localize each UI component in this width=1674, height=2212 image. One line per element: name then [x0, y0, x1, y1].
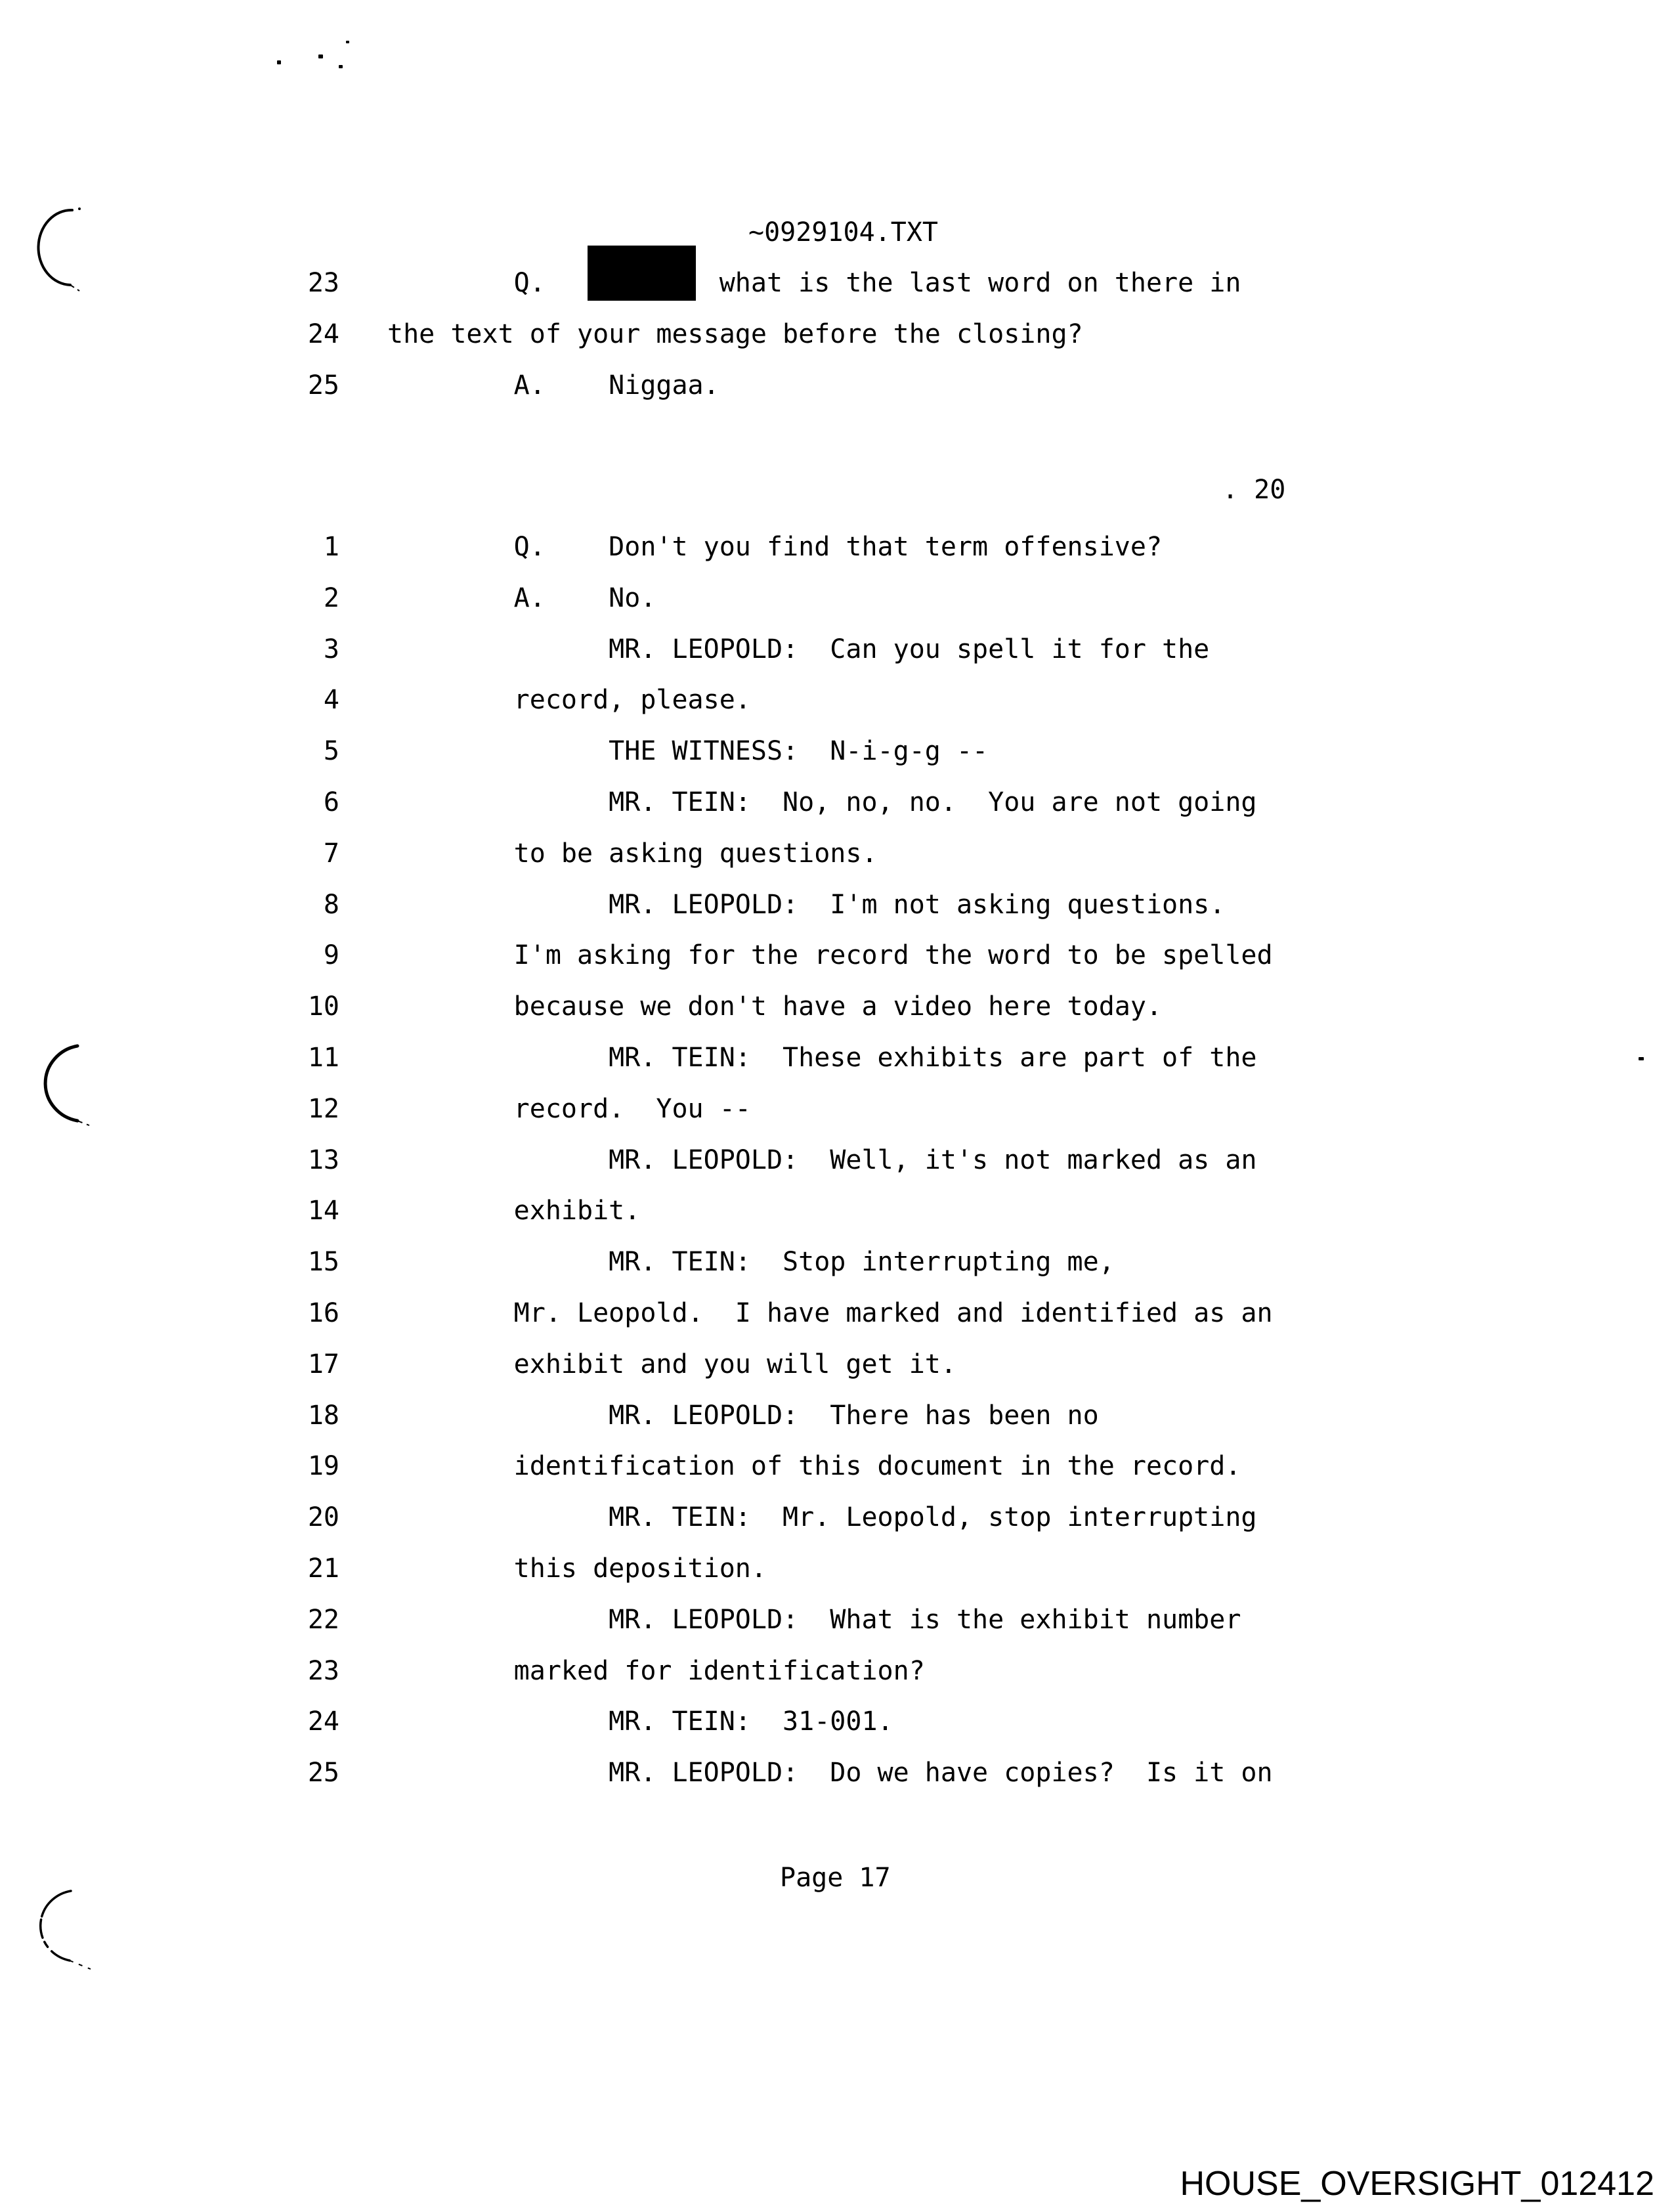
line-number: 7	[323, 838, 339, 869]
line-text: MR. TEIN: These exhibits are part of the	[387, 1043, 1257, 1073]
scan-speck	[346, 41, 349, 43]
transcript-line	[0, 1249, 1674, 1278]
line-number: 1	[323, 532, 339, 562]
line-number: 9	[323, 940, 339, 970]
line-text: MR. TEIN: 31-001.	[387, 1706, 893, 1737]
line-number: 20	[307, 1502, 339, 1532]
line-text: record, please.	[387, 685, 751, 715]
transcript-line	[0, 1045, 1674, 1073]
transcript-line	[0, 1708, 1674, 1737]
line-number: 23	[307, 268, 339, 298]
line-number: 12	[307, 1094, 339, 1124]
line-text: MR. LEOPOLD: There has been no	[387, 1400, 1099, 1431]
transcript-line	[0, 1453, 1674, 1482]
document-filename: ~0929104.TXT	[748, 217, 938, 248]
transcript-line	[0, 993, 1674, 1022]
line-number: 8	[323, 890, 339, 920]
transcript-line	[0, 1402, 1674, 1431]
line-text: MR. TEIN: No, no, no. You are not going	[387, 787, 1257, 817]
line-number: 3	[323, 634, 339, 664]
line-text: marked for identification?	[387, 1656, 925, 1686]
line-number: 15	[307, 1247, 339, 1277]
transcript-line	[0, 1198, 1674, 1226]
line-number: 14	[307, 1196, 339, 1226]
scan-artifact-arc-bottom	[29, 1886, 95, 1974]
transcript-line	[0, 321, 1674, 350]
transcript-line	[0, 1555, 1674, 1584]
transcript-line	[0, 789, 1674, 818]
line-number: 17	[307, 1349, 339, 1379]
line-text: record. You --	[387, 1094, 751, 1124]
line-text: to be asking questions.	[387, 838, 878, 869]
line-number: 24	[307, 319, 339, 349]
scan-speck	[318, 54, 323, 58]
transcript-line	[0, 738, 1674, 767]
line-text: the text of your message before the closing?	[387, 319, 1083, 349]
line-number: 21	[307, 1553, 339, 1584]
line-text: Mr. Leopold. I have marked and identified as an	[387, 1298, 1273, 1328]
bates-number: HOUSE_OVERSIGHT_012412	[1180, 2165, 1654, 2203]
line-text: MR. LEOPOLD: Well, it's not marked as an	[387, 1145, 1257, 1175]
transcript-line	[0, 892, 1674, 921]
transcript-line	[0, 636, 1674, 665]
transcript-line	[0, 270, 1674, 299]
line-number: 10	[307, 991, 339, 1022]
line-text: A. Niggaa.	[387, 370, 719, 401]
scan-speck	[277, 60, 281, 64]
line-number: 24	[307, 1706, 339, 1737]
transcript-line	[0, 372, 1674, 401]
line-text: MR. TEIN: Mr. Leopold, stop interrupting	[387, 1502, 1257, 1532]
line-number: 11	[307, 1043, 339, 1073]
line-number: 18	[307, 1400, 339, 1431]
line-text: identification of this document in the record.	[387, 1451, 1241, 1481]
line-text: this deposition.	[387, 1553, 767, 1584]
line-number: 13	[307, 1145, 339, 1175]
scan-speck	[339, 65, 343, 68]
line-text: MR. LEOPOLD: I'm not asking questions.	[387, 890, 1226, 920]
line-text: Q. what is the last word on there in	[387, 268, 1241, 298]
line-number: 22	[307, 1605, 339, 1635]
line-number: 6	[323, 787, 339, 817]
line-number: 23	[307, 1656, 339, 1686]
page-footer-label: Page 17	[780, 1863, 891, 1893]
line-number: 5	[323, 736, 339, 766]
transcript-line	[0, 585, 1674, 614]
transcript-line	[0, 534, 1674, 563]
transcript-line	[0, 1300, 1674, 1329]
line-text: MR. TEIN: Stop interrupting me,	[387, 1247, 1115, 1277]
transcript-line	[0, 1658, 1674, 1687]
line-text: A. No.	[387, 583, 656, 613]
transcript-line	[0, 1147, 1674, 1176]
line-text: I'm asking for the record the word to be spelled	[387, 940, 1273, 970]
line-number: 19	[307, 1451, 339, 1481]
transcript-line	[0, 1607, 1674, 1636]
line-text: exhibit.	[387, 1196, 641, 1226]
line-text: exhibit and you will get it.	[387, 1349, 956, 1379]
corner-page-number: . 20	[1222, 475, 1286, 505]
transcript-line	[0, 687, 1674, 716]
line-text: Q. Don't you find that term offensive?	[387, 532, 1163, 562]
transcript-line	[0, 1096, 1674, 1125]
transcript-line	[0, 1351, 1674, 1380]
line-text: because we don't have a video here today.	[387, 991, 1163, 1022]
transcript-line	[0, 942, 1674, 971]
line-text: MR. LEOPOLD: Can you spell it for the	[387, 634, 1210, 664]
line-text: MR. LEOPOLD: What is the exhibit number	[387, 1605, 1241, 1635]
transcript-line	[0, 1504, 1674, 1533]
line-number: 4	[323, 685, 339, 715]
line-number: 25	[307, 370, 339, 401]
line-number: 2	[323, 583, 339, 613]
transcript-line	[0, 1760, 1674, 1789]
line-text: MR. LEOPOLD: Do we have copies? Is it on	[387, 1758, 1273, 1788]
line-number: 16	[307, 1298, 339, 1328]
line-text: THE WITNESS: N-i-g-g --	[387, 736, 989, 766]
line-number: 25	[307, 1758, 339, 1788]
transcript-line	[0, 840, 1674, 869]
